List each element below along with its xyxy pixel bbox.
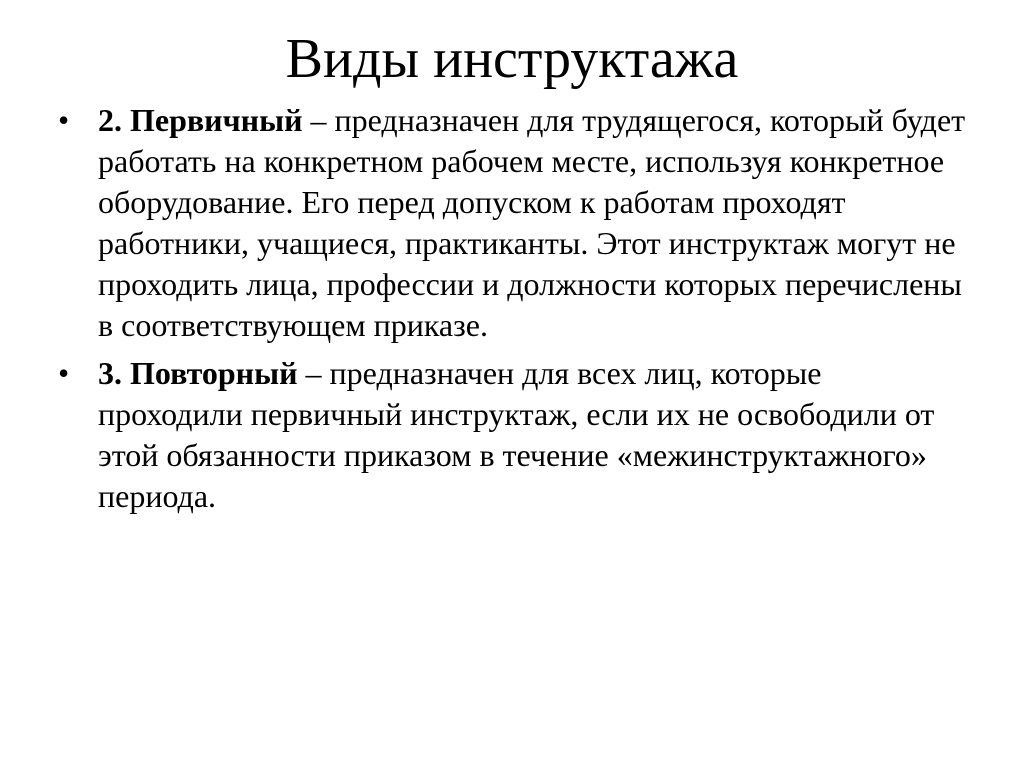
bullet-term: 3. Повторный [98, 355, 298, 391]
bullet-term: 2. Первичный [98, 102, 303, 138]
bullet-dot-icon: • [58, 355, 70, 391]
bullet-item-primary [58, 100, 968, 346]
slide-title: Виды инструктажа [285, 28, 739, 90]
bullet-text: – предназначен для всех лиц, которые проходили первичный инструктаж, если их не освободили от этой обязанности приказом в течение «межинструктажного» периода. [98, 355, 935, 514]
bullet-list [58, 100, 968, 524]
bullet-text: – предназначен для трудящегося, который будет работать на конкретном рабочем месте, используя конкретное оборудование. Его перед допуском к работам проходят работники, учащиеся, практиканты. Этот инструктаж могут не проходить лица, профессии и должности которых перечислены в соответствующем приказе. [98, 102, 966, 343]
bullet-item-repeated [58, 353, 968, 517]
bullet-dot-icon: • [58, 102, 70, 138]
